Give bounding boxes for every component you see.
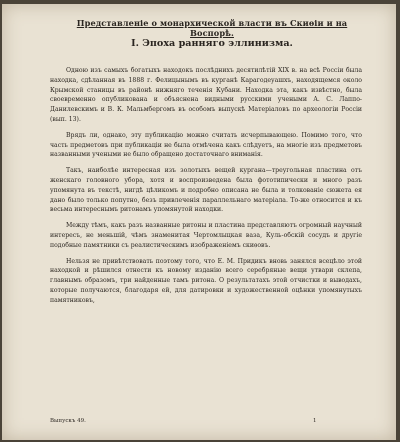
paragraph: Между тѣмъ, какъ разъ названные ритоны и пластина представляютъ огромный научный интересъ, не меньшій, чѣмъ знаменитая Чертомлыцкая ваза, Куль-обскій сосудъ и другіе подобные памятники съ реалистическимъ изображеніемъ скиѳовъ.	[50, 222, 362, 249]
page-header: Представленіе о монархической власти въ Скиѳіи и на Воспорѣ.	[76, 18, 348, 38]
section-title: I. Эпоха ранняго эллинизма.	[131, 38, 293, 49]
paragraph: Врядъ ли, однако, эту публикацію можно считать исчерпывающею. Помимо того, что часть предметовъ при публикаціи не была отмѣчена какъ слѣдуетъ, на многіе изъ предметовъ названными учеными не было обращено достаточнаго вниманія.	[50, 131, 362, 159]
paragraph: Одною изъ самыхъ богатыхъ находокъ послѣднихъ десятилѣтій XIX в. на всѣ Россіи была находка, сдѣланная въ 1888 г. Фелицынымъ въ курганѣ Карагодеуашхъ, находящемся около Крымской станицы въ районѣ нижняго теченія Кубани. Находка эта, какъ извѣстно, была своевременно опубликована и объяснена видными русскими учеными А. С. Лаппо-Данилевскимъ и В. К. Мальмбергомъ въ особомъ выпускѣ Матеріаловъ по археологіи Россіи (вып. 13).	[50, 67, 362, 123]
footer-signature: Выпускъ 49.	[50, 418, 86, 424]
paragraph: Такъ, наиболѣе интересная изъ золотыхъ вещей кургана—треугольная пластина отъ женскаго головного убора, хотя и воспроизведена была фототипически и много разъ упомянута въ текстѣ, нигдѣ цѣликомъ и подробно описана не была и толкованіе сюжета ея дано было только попутно, безъ привлеченія параллельнаго матеріала. То-же относится и къ весьма интереснымъ ритонамъ упомянутой находки.	[50, 167, 362, 214]
document-page	[2, 4, 396, 440]
body-text	[50, 66, 362, 312]
page-number: 1	[313, 418, 317, 424]
paragraph: Нельзя не привѣтствовать поэтому того, что Е. М. Придикъ вновь занялся всецѣло этой находкой и рѣшился отнести къ новому изданію всего серебряные вещи утвари склепа, главнымъ образомъ, три найденные тамъ ритона. О результатахъ этой отчистки и выводахъ, которые получаются, благодаря ей, для датировки и художественной оцѣнки упомянутыхъ памятниковъ,	[50, 257, 362, 304]
